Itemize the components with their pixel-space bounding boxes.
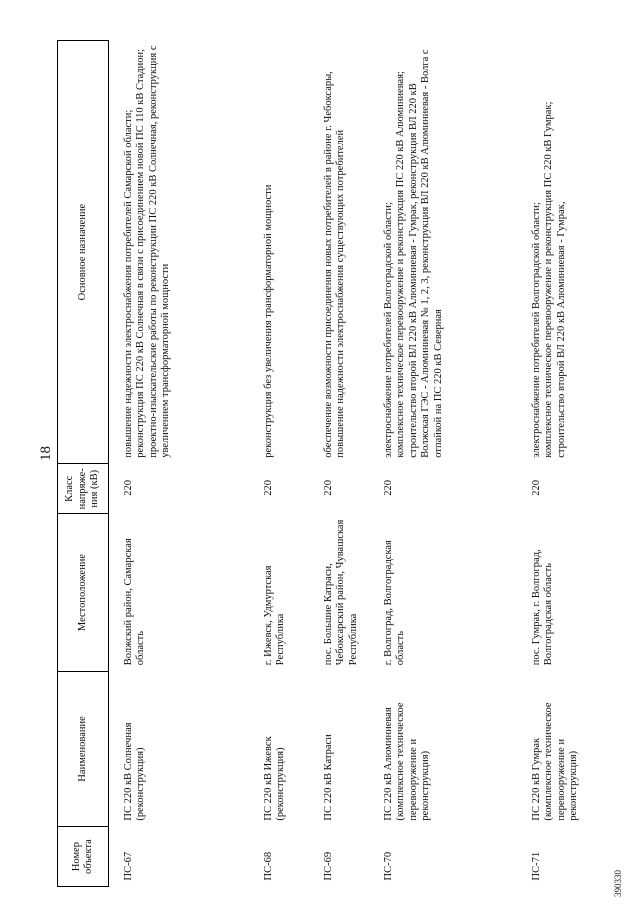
row-voltage: 220: [531, 479, 542, 496]
row-name: ПС 220 кВ Ижевск (реконструкция): [263, 736, 287, 821]
header-location: Местоположение: [58, 514, 109, 671]
substations-table: [57, 40, 617, 887]
table-row: [109, 41, 250, 887]
row-name: ПС 220 кВ Солнечная (реконструкция): [123, 722, 147, 821]
row-location: г. Ижевск, Удмуртская Республика: [263, 565, 287, 666]
header-purpose: Основное назначение: [58, 41, 109, 464]
table-row: [517, 41, 617, 887]
row-location: г. Волгоград, Волгоградская область: [383, 540, 407, 666]
document-id: 390330: [613, 870, 623, 897]
table-row: [249, 41, 309, 887]
table-row: [369, 41, 517, 887]
header-voltage: Класс напряже-ния (кВ): [58, 464, 109, 514]
row-number: ПС-70: [383, 851, 394, 881]
row-voltage: 220: [123, 479, 134, 496]
page-number: 18: [38, 446, 54, 461]
row-voltage: 220: [263, 479, 274, 496]
row-voltage: 220: [383, 479, 394, 496]
row-purpose: обеспечение возможности присоединения новых потребителей в районе г. Чебоксары, повышение надежности электроснабжения существующих потребителей: [323, 71, 347, 458]
row-location: пос. Гумрак, г. Волгоград, Волгоградская область: [531, 549, 555, 666]
row-number: ПС-68: [263, 851, 274, 881]
header-name: Наименование: [58, 671, 109, 826]
row-location: Волжский район, Самарская область: [123, 538, 147, 666]
row-purpose: реконструкция без увеличения трансформаторной мощности: [263, 184, 274, 458]
row-purpose: повышение надежности электроснабжения потребителей Самарской области; реконструкция ПС 220 кВ Солнечная в связи с присоединением новой ПС 110 кВ Стадион; проектно-изыскательские работы по реконструкции ПС 220 кВ Солнечная, реконструкция с увеличением трансформаторной мощности: [123, 45, 172, 458]
row-number: ПС-67: [123, 851, 134, 881]
row-purpose: электроснабжение потребителей Волгоградской области; комплексное техническое перевооружение и реконструкция ПС 220 кВ Гумрак; строительство второй ВЛ 220 кВ Алюминиевая - Гумрак,: [531, 101, 567, 458]
row-number: ПС-69: [323, 851, 334, 881]
row-number: ПС-71: [531, 851, 542, 881]
row-location: пос. Большие Катраси, Чебоксарский район, Чувашская Республика: [323, 519, 359, 666]
row-name: ПС 220 кВ Гумрак (комплексное техническое перевооружение и реконструкция): [531, 702, 580, 821]
row-name: ПС 220 кВ Алюминиевая (комплексное техническое перевооружение и реконструкция): [383, 702, 432, 821]
row-voltage: 220: [323, 479, 334, 496]
table-row: [309, 41, 369, 887]
table-header-row: [58, 41, 109, 887]
header-object-number: Номер объекта: [58, 827, 109, 887]
row-purpose: электроснабжение потребителей Волгоградской области; комплексное техническое перевооружение и реконструкция ПС 220 кВ Алюминиевая; строительство второй ВЛ 220 кВ Алюминиевая - Гумрак, реконструкция ВЛ 220 кВ Волжская ГЭС - Алюминиевая № 1, 2, 3, реконструкция ВЛ 220 кВ Алюминиевая - Волга с отпайкой на ПС 220 кВ Северная: [383, 49, 444, 458]
row-name: ПС 220 кВ Катраси: [323, 734, 334, 821]
